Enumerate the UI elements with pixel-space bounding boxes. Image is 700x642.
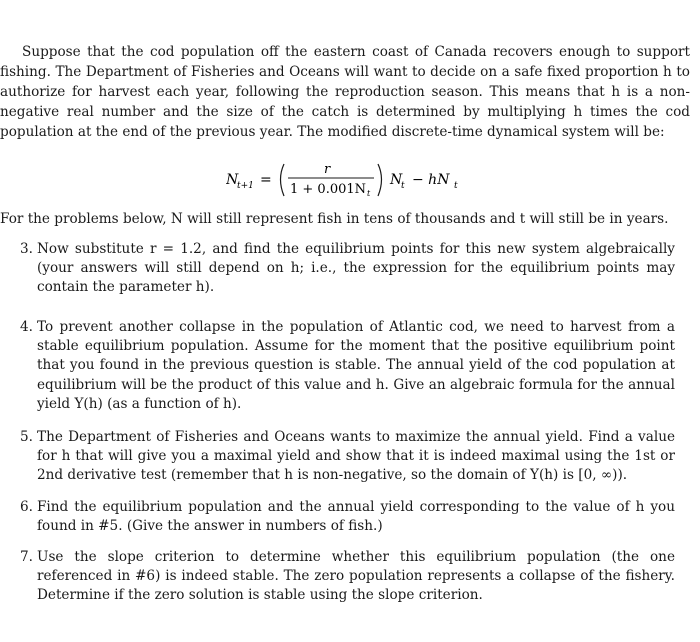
eq-numerator: r [324, 162, 331, 177]
left-paren [281, 164, 285, 196]
eq-rhs-sub: t [401, 181, 405, 191]
problem-number: 5. [20, 429, 33, 445]
eq-den-sub: t [367, 189, 371, 198]
intro-paragraph: Suppose that the cod population off the eastern coast of Canada recovers enough to support fishing. The Department of Fisheries and Oceans will want to decide on a safe fixed proportion h to authorize for harvest each year, following the reproduction season. This means that h is a non-negative real number and the size of the catch is determined by multiplying h times the cod population at the end of the previous year. The modified discrete-time dynamical system will be: [0, 44, 690, 140]
problem-text: Now substitute r = 1.2, and find the equilibrium points for this new system algebraically (your answers will still depend on h; i.e., the expression for the equilibrium points may contain the parameter h). [37, 241, 675, 296]
eq-minus-term: − hN [412, 172, 450, 188]
eq-lhs-sub: t+1 [237, 181, 254, 191]
problem-text: Find the equilibrium population and the annual yield corresponding to the value of h you found in #5. (Give the answer in numbers of fish.) [37, 499, 675, 535]
problem-number: 6. [20, 499, 33, 515]
problem-text: The Department of Fisheries and Oceans wants to maximize the annual yield. Find a value for h that will give you a maximal yield and show that it is indeed maximal using the 1st or 2nd derivative test (remember that h is non-negative, so the domain of Y(h) is [0, ∞)). [37, 429, 675, 484]
problem-number: 3. [20, 241, 33, 257]
problem-text: Use the slope criterion to determine whether this equilibrium population (the one referenced in #6) is indeed stable. The zero population represents a collapse of the fishery. Determine if the zero solution is stable using the slope criterion. [37, 549, 675, 604]
eq-minus-sub: t [454, 181, 458, 191]
difference-equation [226, 156, 526, 202]
eq-lhs: N [226, 172, 239, 188]
problem-number: 7. [20, 549, 33, 565]
eq-equals: = [260, 172, 272, 188]
eq-rhs-term: N [390, 172, 403, 188]
units-note: For the problems below, N will still represent fish in tens of thousands and t will still be in years. [0, 211, 669, 227]
right-paren [378, 164, 382, 196]
problem-text: To prevent another collapse in the population of Atlantic cod, we need to harvest from a stable equilibrium population. Assume for the moment that the positive equilibrium point that you found in the previous question is stable. The annual yield of the cod population at equilibrium will be the product of this value and h. Give an algebraic formula for the annual yield Y(h) (as a function of h). [37, 319, 675, 412]
problem-number: 4. [20, 319, 33, 335]
eq-denominator: 1 + 0.001N [290, 182, 367, 197]
